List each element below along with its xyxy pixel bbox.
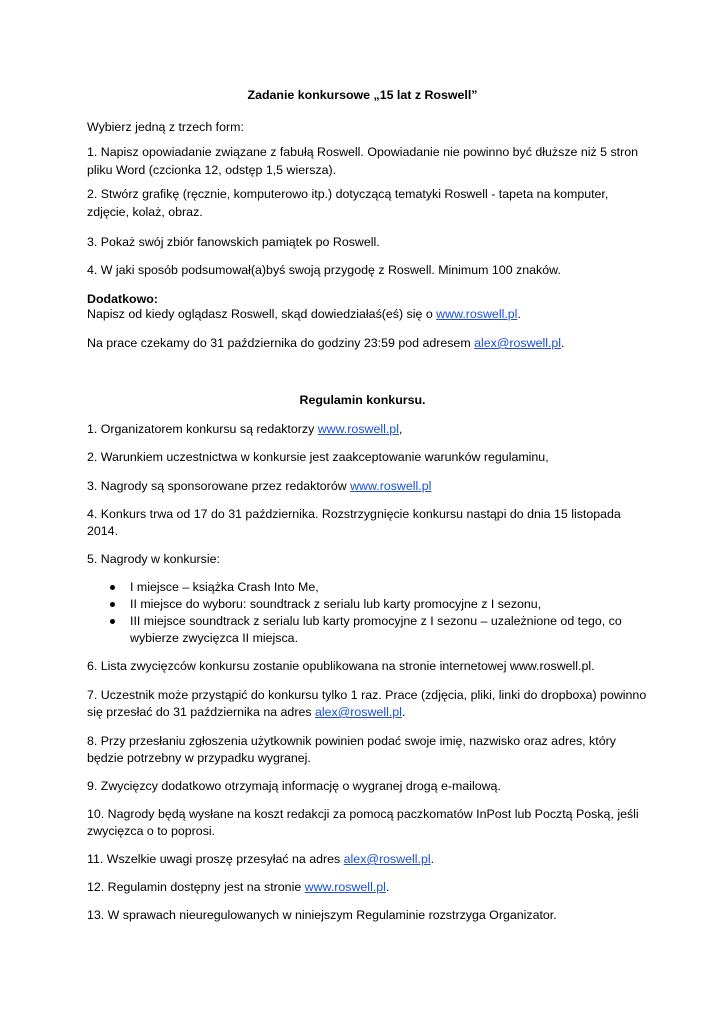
rule-11-text: 11. Wszelkie uwagi proszę przesyłać na adres xyxy=(87,852,344,866)
roswell-link[interactable]: www.roswell.pl xyxy=(304,880,386,894)
rule-7-end: . xyxy=(401,705,406,719)
roswell-link[interactable]: www.roswell.pl xyxy=(436,307,518,321)
rule-12 xyxy=(87,881,389,893)
bullet-icon xyxy=(110,619,115,624)
rule-6: 6. Lista zwycięzców konkursu zostanie opublikowana na stronie internetowej www.roswell.pl. xyxy=(87,659,595,673)
rule-3-text: 3. Nagrody są sponsorowane przez redaktorów xyxy=(87,479,351,493)
rule-11-end: . xyxy=(430,852,435,866)
task-2-line-1: 2. Stwórz grafikę (ręcznie, komputerowo itp.) dotyczącą tematyki Roswell - tapeta na komputer, xyxy=(87,187,609,201)
rule-12-end: . xyxy=(385,880,390,894)
rule-1-text: 1. Organizatorem konkursu są redaktorzy xyxy=(87,422,318,436)
prize-1: I miejsce – książka Crash Into Me, xyxy=(130,580,319,594)
task-3: 3. Pokaż swój zbiór fanowskich pamiątek po Roswell. xyxy=(87,235,380,249)
task-1-line-2: pliku Word (czcionka 12, odstęp 1,5 wiersza). xyxy=(87,163,337,177)
task-2-line-2: zdjęcie, kolaż, obraz. xyxy=(87,205,203,219)
rules-title: Regulamin konkursu. xyxy=(299,393,426,407)
bullet-icon xyxy=(110,602,115,607)
extra-text: Napisz od kiedy oglądasz Roswell, skąd dowiedziałaś(eś) się o xyxy=(87,307,437,321)
extra-heading: Dodatkowo: xyxy=(87,292,158,306)
rule-9: 9. Zwycięzcy dodatkowo otrzymają informację o wygranej drogą e-mailową. xyxy=(87,779,501,793)
rule-10-line-2: zwycięzca o to poprosi. xyxy=(87,824,216,838)
rule-10-line-1: 10. Nagrody będą wysłane na koszt redakcji za pomocą paczkomatów InPost lub Pocztą Poską, jeśli xyxy=(87,807,639,821)
extra-end: . xyxy=(517,307,521,321)
deadline-paragraph xyxy=(87,337,565,349)
roswell-link[interactable]: www.roswell.pl xyxy=(350,479,432,493)
email-link[interactable]: alex@roswell.pl xyxy=(474,336,562,350)
roswell-link[interactable]: www.roswell.pl xyxy=(317,422,399,436)
rule-2: 2. Warunkiem uczestnictwa w konkursie jest zaakceptowanie warunków regulaminu, xyxy=(87,450,549,464)
deadline-end: . xyxy=(561,336,565,350)
extra-paragraph xyxy=(87,308,521,320)
bullet-icon xyxy=(110,585,115,590)
rule-12-text: 12. Regulamin dostępny jest na stronie xyxy=(87,880,305,894)
rule-11 xyxy=(87,853,434,865)
rule-5: 5. Nagrody w konkursie: xyxy=(87,552,220,566)
deadline-text: Na prace czekamy do 31 października do godziny 23:59 pod adresem xyxy=(87,336,475,350)
prize-3-line-1: III miejsce soundtrack z serialu lub karty promocyjne z I sezonu – uzależnione od tego, co xyxy=(130,614,622,628)
rule-1 xyxy=(87,423,402,435)
rule-7-text: się przesłać do 31 października na adres xyxy=(87,705,315,719)
contest-intro: Wybierz jedną z trzech form: xyxy=(87,120,244,134)
prize-2: II miejsce do wyboru: soundtrack z serialu lub karty promocyjne z I sezonu, xyxy=(130,597,542,611)
prize-3-line-2: wybierze zwycięzca II miejsca. xyxy=(130,631,299,645)
rule-4-line-2: 2014. xyxy=(87,524,119,538)
rule-1-end: , xyxy=(398,422,403,436)
email-link[interactable]: alex@roswell.pl xyxy=(343,852,431,866)
email-link[interactable]: alex@roswell.pl xyxy=(314,705,402,719)
rule-7-line-1: 7. Uczestnik może przystąpić do konkursu tylko 1 raz. Prace (zdjęcia, pliki, linki do dropboxa) powinno xyxy=(87,688,647,702)
rule-3 xyxy=(87,480,431,492)
rule-4-line-1: 4. Konkurs trwa od 17 do 31 października. Rozstrzygnięcie konkursu nastąpi do dnia 15 listopada xyxy=(87,507,621,521)
task-4: 4. W jaki sposób podsumował(a)byś swoją przygodę z Roswell. Minimum 100 znaków. xyxy=(87,263,561,277)
rule-8-line-1: 8. Przy przesłaniu zgłoszenia użytkownik powinien podać swoje imię, nazwisko oraz adres, który xyxy=(87,734,616,748)
rule-7-line-2 xyxy=(87,706,405,718)
rule-13: 13. W sprawach nieuregulowanych w niniejszym Regulaminie rozstrzyga Organizator. xyxy=(87,908,557,922)
rule-8-line-2: będzie potrzebny w przypadku wygranej. xyxy=(87,751,311,765)
contest-title: Zadanie konkursowe „15 lat z Roswell” xyxy=(247,88,478,102)
task-1-line-1: 1. Napisz opowiadanie związane z fabułą Roswell. Opowiadanie nie powinno być dłuższe niż 5 stron xyxy=(87,145,639,159)
